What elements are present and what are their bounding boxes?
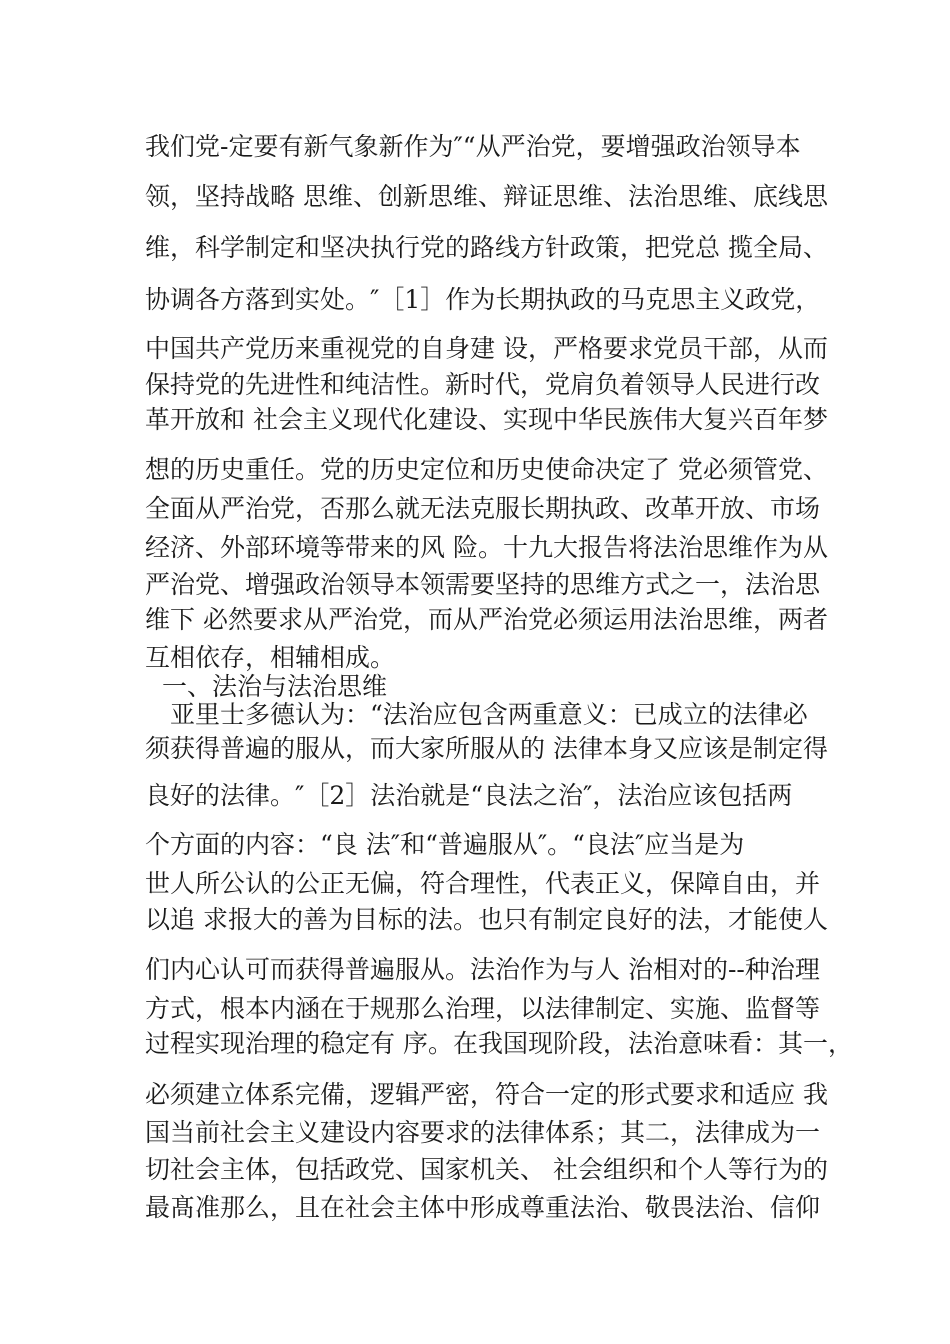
paragraph-line: 良好的法律。″［2］法治就是“良法之治″，法治应该包括两: [145, 781, 793, 810]
section-heading: 一、法治与法治思维: [162, 672, 388, 701]
paragraph-line: 们内心认可而获得普遍服从。法治作为与人 治相对的--种治理: [145, 955, 820, 984]
paragraph-line: 个方面的内容：“良 法″和“普遍服从″。“良法″应当是为: [145, 830, 745, 859]
paragraph-line: 严治党、增强政治领导本领需要坚持的思维方式之一，法治思: [145, 570, 821, 599]
paragraph-line: 世人所公认的公正无偏，符合理性，代表正义，保障自由，并: [145, 869, 821, 898]
paragraph-line: 保持党的先进性和纯洁性。新时代，党肩负着领导人民进行改: [145, 370, 821, 399]
paragraph-line: 以追 求报大的善为目标的法。也只有制定良好的法，才能使人: [145, 905, 828, 934]
paragraph-line: 革开放和 社会主义现代化建设、实现中华民族伟大复兴百年梦: [145, 405, 828, 434]
paragraph-line: 国当前社会主义建设内容要求的法律体系；其二，法律成为一: [145, 1118, 821, 1147]
paragraph-line: 领，坚持战略 思维、创新思维、辩证思维、法治思维、底线思: [145, 182, 828, 211]
paragraph-line: 维，科学制定和坚决执行党的路线方针政策，把党总 揽全局、: [145, 233, 828, 262]
paragraph-line: 维下 必然要求从严治党，而从严治党必须运用法治思维，两者: [145, 605, 828, 634]
paragraph-line: 经济、外部环境等带来的风 险。十九大报告将法治思维作为从: [145, 533, 828, 562]
paragraph-line: 亚里士多德认为：“法治应包含两重意义：已成立的法律必: [170, 700, 808, 729]
paragraph-line: 互相依存，相辅相成。: [145, 643, 396, 672]
paragraph-line: 协调各方落到实处。″［1］作为长期执政的马克思主义政党，: [145, 285, 821, 314]
paragraph-line: 方式，根本内涵在于规那么治理，以法律制定、实施、监督等: [145, 994, 821, 1023]
paragraph-line: 过程实现治理的稳定有 序。在我国现阶段，法治意味看：其一，: [145, 1029, 853, 1058]
paragraph-line: 须获得普遍的服从，而大家所服从的 法律本身又应该是制定得: [145, 734, 828, 763]
paragraph-line: 我们党-定要有新气象新作为″“从严治党，要增强政治领导本: [145, 132, 801, 161]
paragraph-line: 全面从严治党，否那么就无法克服长期执政、改革开放、市场: [145, 494, 821, 523]
paragraph-line: 中国共产党历来重视党的自身建 设，严格要求党员干部，从而: [145, 334, 828, 363]
paragraph-line: 最髙准那么，且在社会主体中形成尊重法治、敬畏法治、信仰: [145, 1193, 821, 1222]
paragraph-line: 想的历史重任。党的历史定位和历史使命决定了 党必须管党、: [145, 455, 828, 484]
paragraph-line: 切社会主体，包括政党、国家机关、 社会组织和个人等行为的: [145, 1155, 828, 1184]
paragraph-line: 必须建立体系完備，逻辑严密，符合一定的形式要求和适应 我: [145, 1080, 828, 1109]
